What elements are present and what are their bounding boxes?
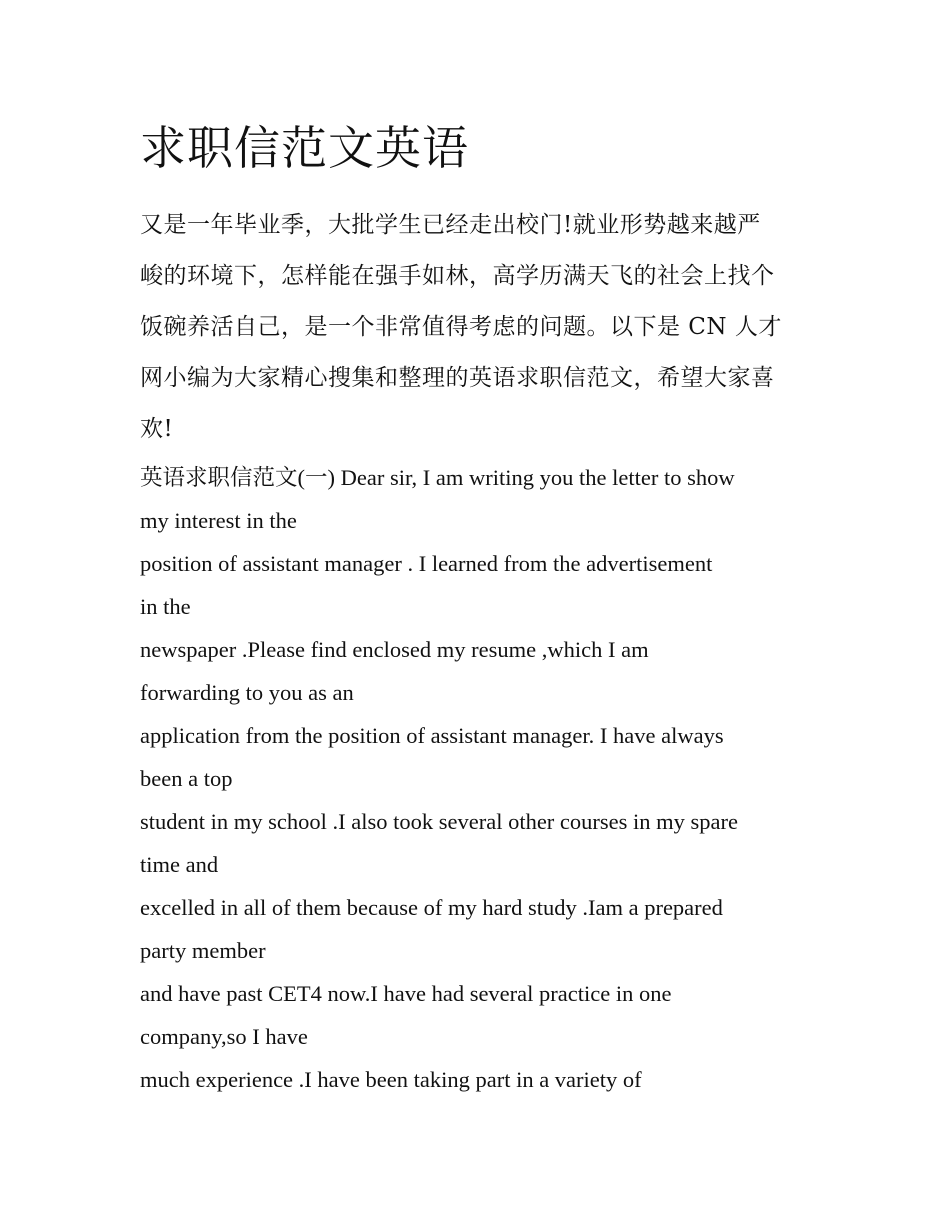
letter-line: 英语求职信范文(一) Dear sir, I am writing you the letter to show: [140, 465, 735, 490]
letter-line: application from the position of assistant manager. I have always: [140, 723, 724, 748]
intro-line: 峻的环境下，怎样能在强手如林，高学历满天飞的社会上找个: [140, 263, 775, 289]
letter-line: been a top: [140, 766, 233, 791]
intro-line: 饭碗养活自己，是一个非常值得考虑的问题。以下是 CN 人才: [140, 314, 782, 340]
intro-paragraph: [140, 200, 820, 455]
intro-line: 又是一年毕业季，大批学生已经走出校门!就业形势越来越严: [140, 212, 761, 238]
letter-line: company,so I have: [140, 1024, 308, 1049]
intro-line: 网小编为大家精心搜集和整理的英语求职信范文，希望大家喜: [140, 365, 775, 391]
letter-line: student in my school .I also took several other courses in my spare: [140, 809, 738, 834]
intro-line: 欢!: [140, 416, 174, 442]
letter-line: excelled in all of them because of my hard study .Iam a prepared: [140, 895, 723, 920]
letter-line: party member: [140, 938, 266, 963]
letter-line: position of assistant manager . I learned from the advertisement: [140, 551, 713, 576]
letter-line: time and: [140, 852, 219, 877]
letter-line: my interest in the: [140, 508, 297, 533]
document-title: 求职信范文英语: [140, 121, 469, 175]
cover-letter-body: [140, 456, 820, 1101]
letter-line: and have past CET4 now.I have had several practice in one: [140, 981, 672, 1006]
letter-line: in the: [140, 594, 191, 619]
letter-line: forwarding to you as an: [140, 680, 354, 705]
letter-line: much experience .I have been taking part in a variety of: [140, 1067, 642, 1092]
letter-line: newspaper .Please find enclosed my resume ,which I am: [140, 637, 649, 662]
